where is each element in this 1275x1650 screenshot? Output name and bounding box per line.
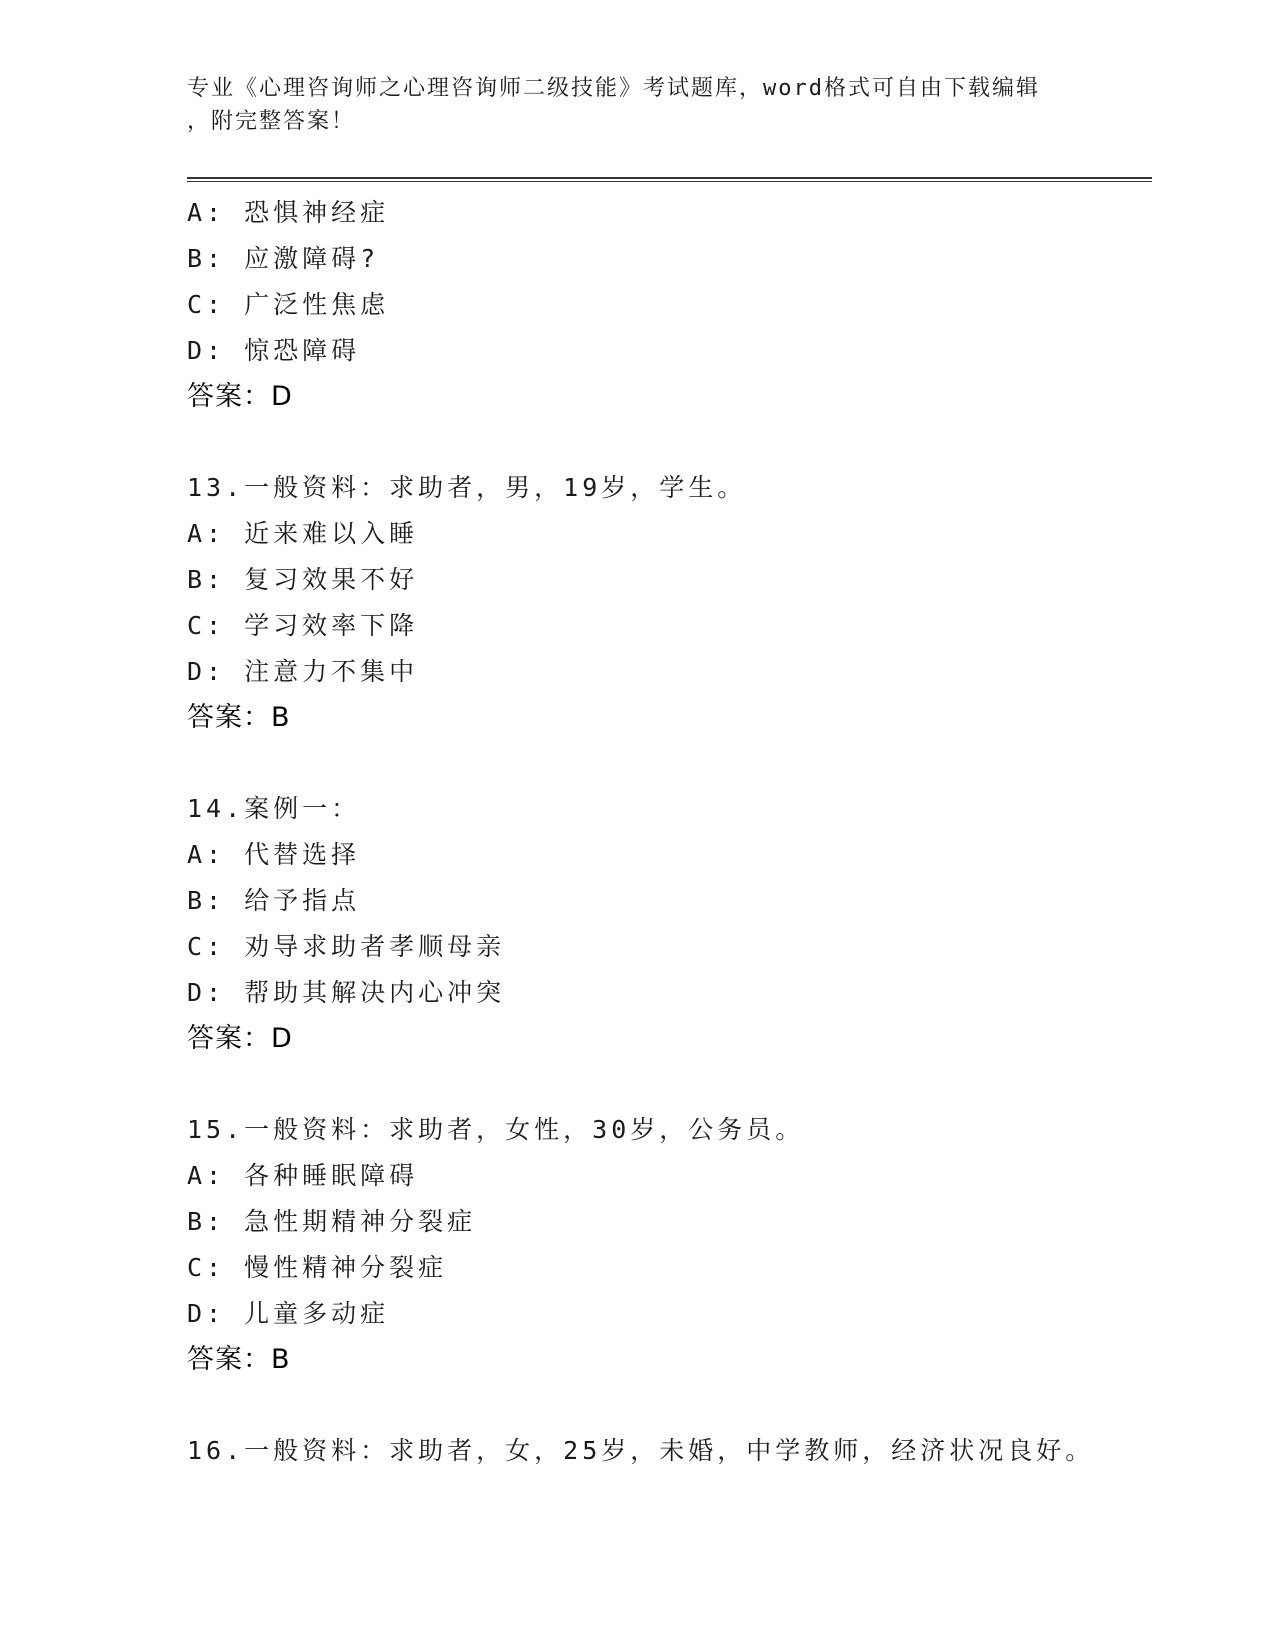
option-b: B: 复习效果不好 [187,565,419,594]
question-block-15 [187,1107,1147,1383]
option-a: A: 各种睡眠障碍 [187,1161,419,1190]
option-d: D: 帮助其解决内心冲突 [187,978,506,1007]
spacer [187,741,1147,786]
question-block-14 [187,786,1147,1062]
answer-line: 答案：B [187,702,291,733]
answer-line: 答案：B [187,1344,291,1375]
option-d: D: 注意力不集中 [187,657,419,686]
question-block-16 [187,1428,1147,1474]
question-stem: 14.案例一： [187,794,361,823]
header-title-line1: 专业《心理咨询师之心理咨询师二级技能》考试题库，word格式可自由下载编辑 [187,76,1040,101]
option-a: A: 近来难以入睡 [187,519,419,548]
answer-line: 答案：D [187,381,293,412]
question-list [187,190,1147,1474]
header-divider-thick [187,177,1152,179]
question-stem: 15.一般资料：求助者，女性，30岁，公务员。 [187,1115,805,1144]
question-block-13 [187,465,1147,741]
option-b: B: 应激障碍? [187,244,380,273]
option-a: A: 代替选择 [187,840,361,869]
document-header [187,72,1087,138]
option-c: C: 广泛性焦虑 [187,290,390,319]
option-b: B: 给予指点 [187,886,361,915]
option-d: D: 儿童多动症 [187,1299,390,1328]
spacer [187,420,1147,465]
option-c: C: 学习效率下降 [187,611,419,640]
header-title-line2: ，附完整答案！ [187,109,356,134]
spacer [187,1383,1147,1428]
question-block-continued [187,190,1147,420]
option-c: C: 慢性精神分裂症 [187,1253,448,1282]
question-stem: 16.一般资料：求助者，女，25岁，未婚，中学教师，经济状况良好。 [187,1436,1095,1465]
option-a: A: 恐惧神经症 [187,198,390,227]
option-d: D: 惊恐障碍 [187,336,361,365]
option-b: B: 急性期精神分裂症 [187,1207,477,1236]
header-divider-thin [187,181,1152,182]
answer-line: 答案：D [187,1023,293,1054]
question-stem: 13.一般资料：求助者，男，19岁，学生。 [187,473,747,502]
spacer [187,1062,1147,1107]
option-c: C: 劝导求助者孝顺母亲 [187,932,506,961]
